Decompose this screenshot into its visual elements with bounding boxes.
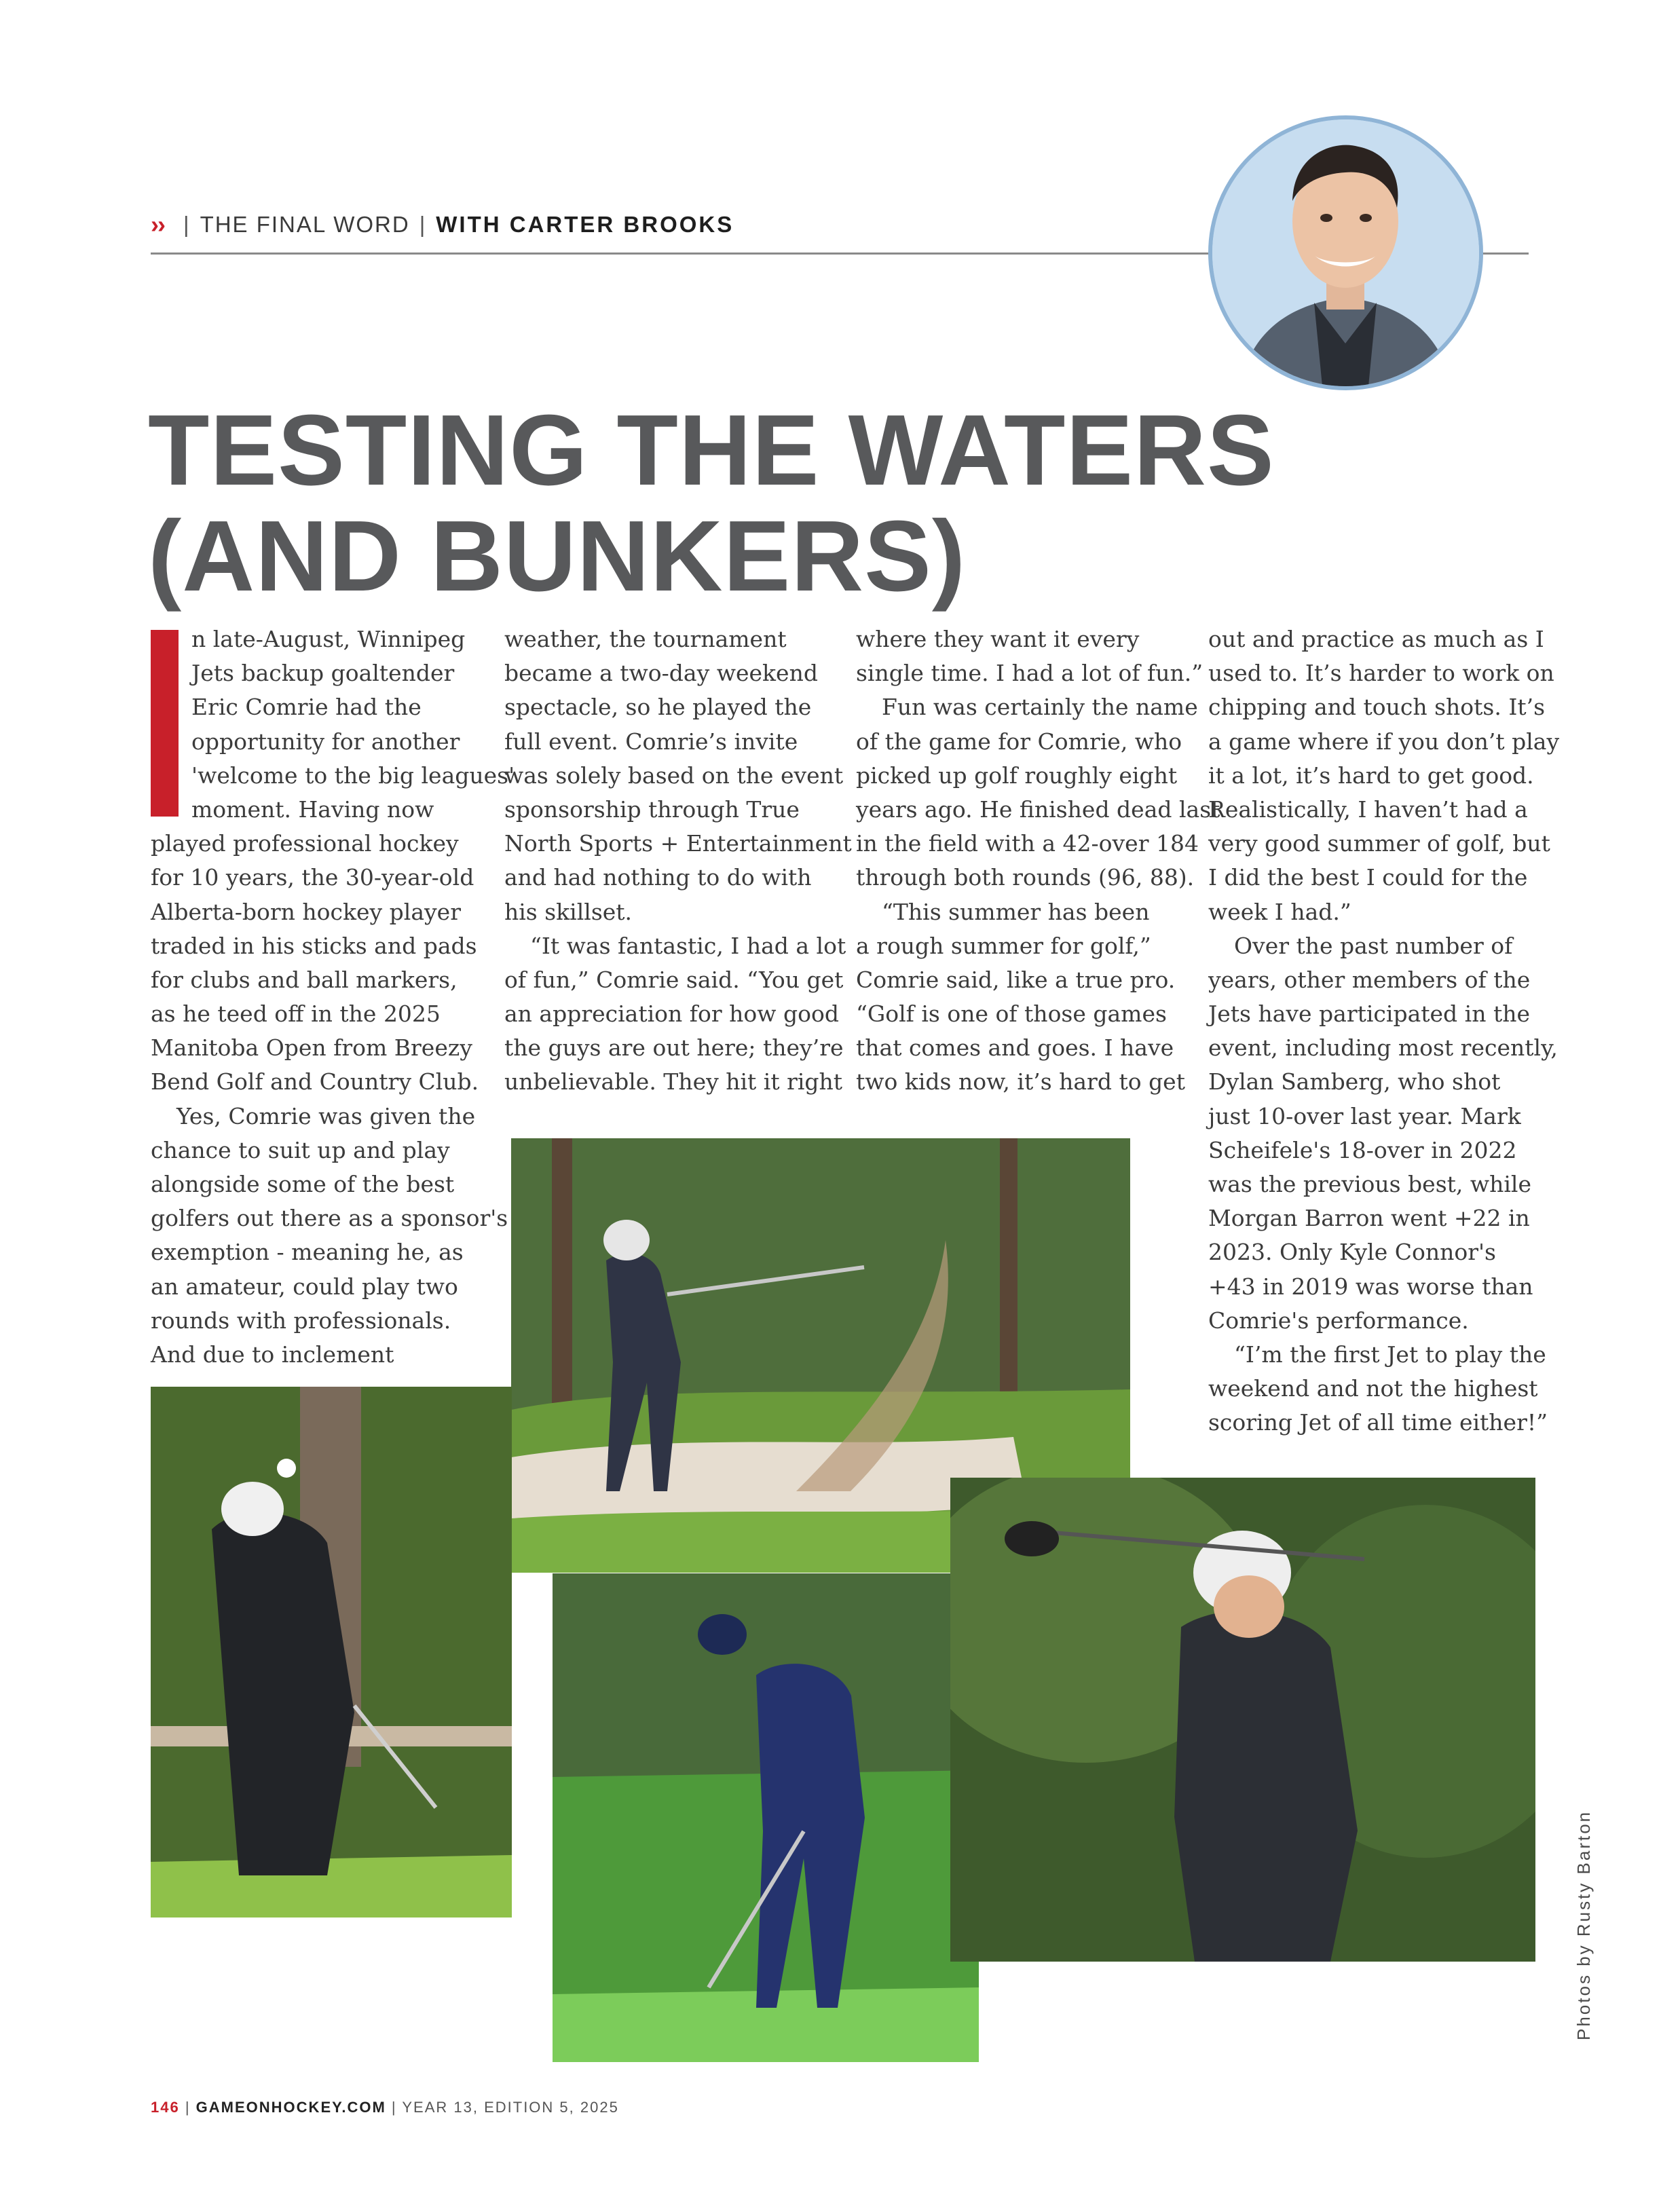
divider: | [185,2099,196,2116]
text-line: played professional hockey [151,830,459,857]
text-line: as he teed off in the 2025 [151,1000,441,1028]
text-line: was the previous best, while [1208,1171,1532,1197]
text-line: used to. It’s harder to work on [1208,660,1554,687]
text-line: Comrie's performance. [1208,1307,1469,1334]
text-line: picked up golf roughly eight [856,762,1178,789]
chevron-right-icon: ›› [151,210,164,238]
text-line: rounds with professionals. [151,1307,451,1334]
text-line: And due to inclement [151,1341,394,1368]
page-number: 146 [151,2099,180,2116]
text-line: an appreciation for how good [504,1000,839,1028]
text-line: full event. Comrie’s invite [504,728,798,755]
text-line: 'welcome to the big leagues' [191,762,515,789]
text-line: of the game for Comrie, who [856,728,1182,755]
text-line: I did the best I could for the [1208,864,1528,891]
text-line: golfers out there as a sponsor's [151,1205,508,1232]
text-line: Scheifele's 18-over in 2022 [1208,1136,1517,1163]
byline: WITH CARTER BROOKS [436,212,734,237]
text-line: “I’m the first Jet to play the [1234,1341,1546,1368]
text-line: for 10 years, the 30-year-old [151,864,474,891]
text-line: Manitoba Open from Breezy [151,1034,472,1062]
text-line: opportunity for another [191,728,460,755]
text-line: chance to suit up and play [151,1136,450,1163]
headline-line: TESTING THE WATERS [148,394,1275,506]
article-column-2 [504,622,852,1100]
text-line: his skillset. [504,898,633,925]
portrait-image [1212,119,1479,386]
text-line: 2023. Only Kyle Connor's [1208,1239,1496,1266]
text-line: North Sports + Entertainment [504,830,852,857]
text-line: week I had.” [1208,898,1351,925]
headline [148,394,1302,612]
text-line: that comes and goes. I have [856,1034,1174,1062]
text-line: for clubs and ball markers, [151,966,458,993]
text-line: Comrie said, like a true pro. [856,966,1176,993]
text-line: where they want it every [856,626,1140,652]
headline-line: (AND BUNKERS) [148,500,967,612]
text-line: and had nothing to do with [504,864,812,891]
text-line: years ago. He finished dead last [856,796,1220,823]
text-line: traded in his sticks and pads [151,932,477,959]
text-line: was solely based on the event [504,762,844,789]
text-line: it a lot, it’s hard to get good. [1208,762,1534,789]
photo-chip-shot [151,1387,512,1917]
text-line: exemption - meaning he, as [151,1239,464,1266]
section-name: THE FINAL WORD [200,212,410,237]
text-line: alongside some of the best [151,1171,455,1197]
text-line: Jets have participated in the [1208,1000,1531,1028]
text-line: “It was fantastic, I had a lot [530,932,846,959]
text-line: out and practice as much as I [1208,626,1544,652]
text-line: through both rounds (96, 88). [856,864,1195,891]
text-line: Realistically, I haven’t had a [1208,796,1528,823]
text-line: moment. Having now [191,796,434,823]
text-line: two kids now, it’s hard to get [856,1068,1185,1096]
text-line: sponsorship through True [504,796,800,823]
text-line: became a two-day weekend [504,660,818,687]
text-line: Alberta-born hockey player [151,898,461,925]
text-line: scoring Jet of all time either!” [1208,1409,1548,1436]
text-line: years, other members of the [1208,966,1531,993]
edition-info: YEAR 13, EDITION 5, 2025 [402,2099,619,2116]
divider: | [183,212,191,237]
website-link[interactable]: GAMEONHOCKEY.COM [195,2099,386,2116]
text-line: a rough summer for golf,” [856,932,1151,959]
text-line: unbelievable. They hit it right [504,1068,843,1096]
text-line: just 10-over last year. Mark [1208,1102,1521,1129]
text-line: weather, the tournament [504,626,787,652]
text-line: weekend and not the highest [1208,1375,1538,1402]
text-line: event, including most recently, [1208,1034,1558,1062]
text-line: Bend Golf and Country Club. [151,1068,479,1096]
text-line: chipping and touch shots. It’s [1208,694,1546,721]
divider: | [391,2099,403,2116]
text-line: “This summer has been [882,898,1150,925]
photo-tee-shot [950,1478,1535,1962]
text-line: Morgan Barron went +22 in [1208,1205,1530,1232]
text-line: +43 in 2019 was worse than [1208,1273,1533,1300]
text-line: Yes, Comrie was given the [176,1102,476,1129]
text-line: very good summer of golf, but [1208,830,1550,857]
text-line: an amateur, could play two [151,1273,458,1300]
text-line: the guys are out here; they’re [504,1034,844,1062]
photo-putting [553,1573,979,2062]
text-line: Dylan Samberg, who shot [1208,1068,1501,1096]
text-line: Jets backup goaltender [191,660,455,687]
text-line: Over the past number of [1234,932,1513,959]
text-line: n late-August, Winnipeg [191,626,466,652]
text-line: a game where if you don’t play [1208,728,1560,755]
text-line: in the field with a 42-over 184 [856,830,1199,857]
article-column-1 [151,622,515,1372]
text-line: Fun was certainly the name [882,694,1198,721]
article-column-4 [1208,622,1559,1440]
author-portrait [1208,115,1483,390]
text-line: single time. I had a lot of fun.” [856,660,1203,687]
text-line: of fun,” Comrie said. “You get [504,966,844,993]
text-line: Eric Comrie had the [191,694,422,721]
text-line: spectacle, so he played the [504,694,812,721]
page-footer [151,2099,619,2116]
section-header [151,208,734,242]
divider: | [419,212,427,237]
text-line: “Golf is one of those games [856,1000,1167,1028]
photo-credit: Photos by Rusty Barton [1573,1810,1594,2040]
article-column-3 [856,622,1220,1100]
